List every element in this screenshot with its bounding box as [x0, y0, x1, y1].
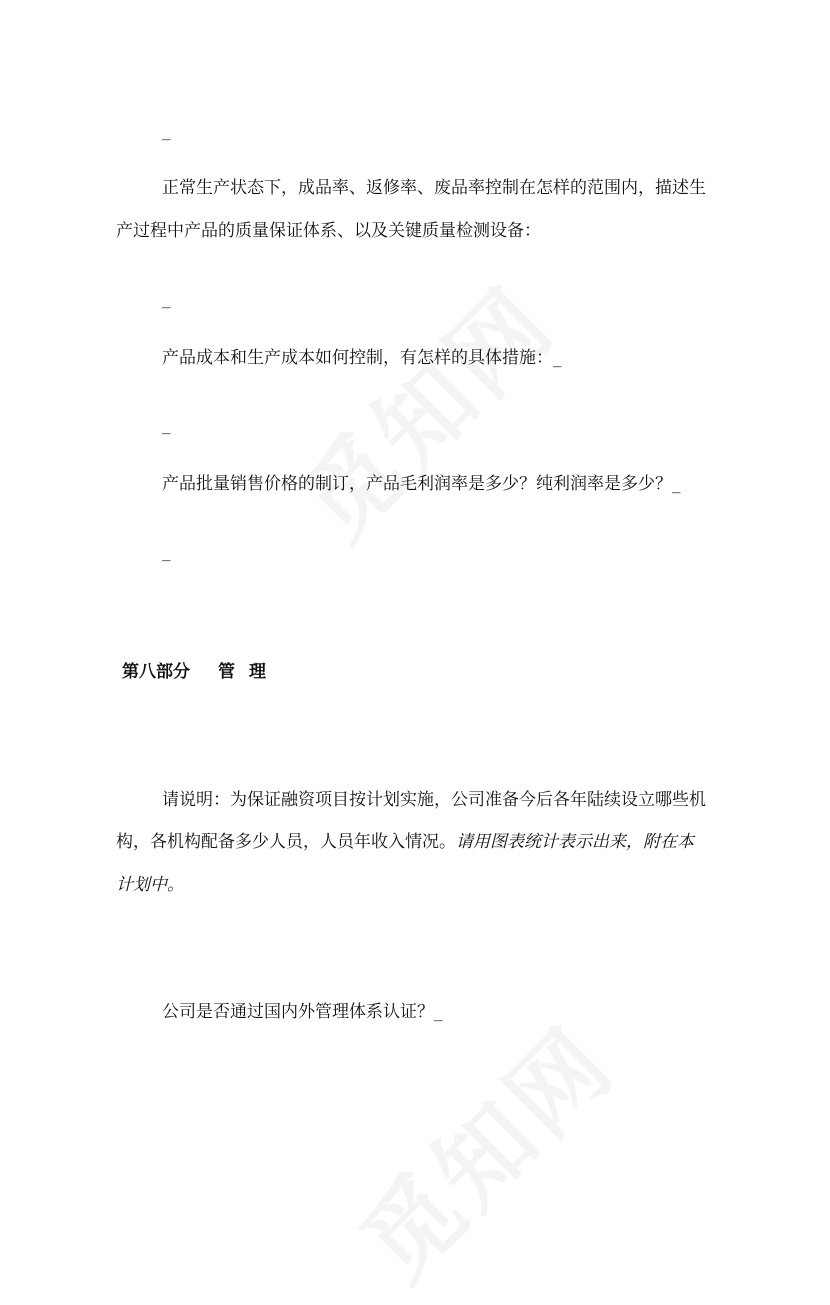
answer-blank-1: _ [162, 121, 171, 141]
question-org-line-2 [116, 831, 694, 853]
question-quality-line-2: 产过程中产品的质量保证体系、以及关键质量检测设备： [116, 221, 541, 241]
question-org-line-2-italic: 请用图表统计表示出来，附在本 [456, 832, 694, 852]
question-certification: 公司是否通过国内外管理体系认证？_ [162, 1002, 443, 1022]
section-heading [122, 661, 266, 683]
question-price: 产品批量销售价格的制订，产品毛利润率是多少？纯利润率是多少？_ [162, 474, 681, 494]
section-heading-word-1: 管 [218, 662, 235, 682]
question-quality-line-1: 正常生产状态下，成品率、返修率、废品率控制在怎样的范围内，描述生 [162, 178, 706, 198]
question-cost: 产品成本和生产成本如何控制，有怎样的具体措施：_ [162, 348, 562, 368]
question-org-line-3: 计划中。 [116, 875, 184, 895]
section-heading-part: 第八部分 [122, 662, 190, 682]
answer-blank-2: _ [162, 289, 171, 309]
section-heading-word-2: 理 [249, 662, 266, 682]
answer-blank-3: _ [162, 415, 171, 435]
watermark-text-bottom [326, 992, 639, 1305]
watermark-text [266, 252, 579, 565]
question-org-line-1: 请说明：为保证融资项目按计划实施，公司准备今后各年陆续设立哪些机 [162, 790, 706, 810]
answer-blank-4: _ [162, 542, 171, 562]
question-org-line-2-plain: 构，各机构配备多少人员，人员年收入情况。 [116, 832, 456, 852]
